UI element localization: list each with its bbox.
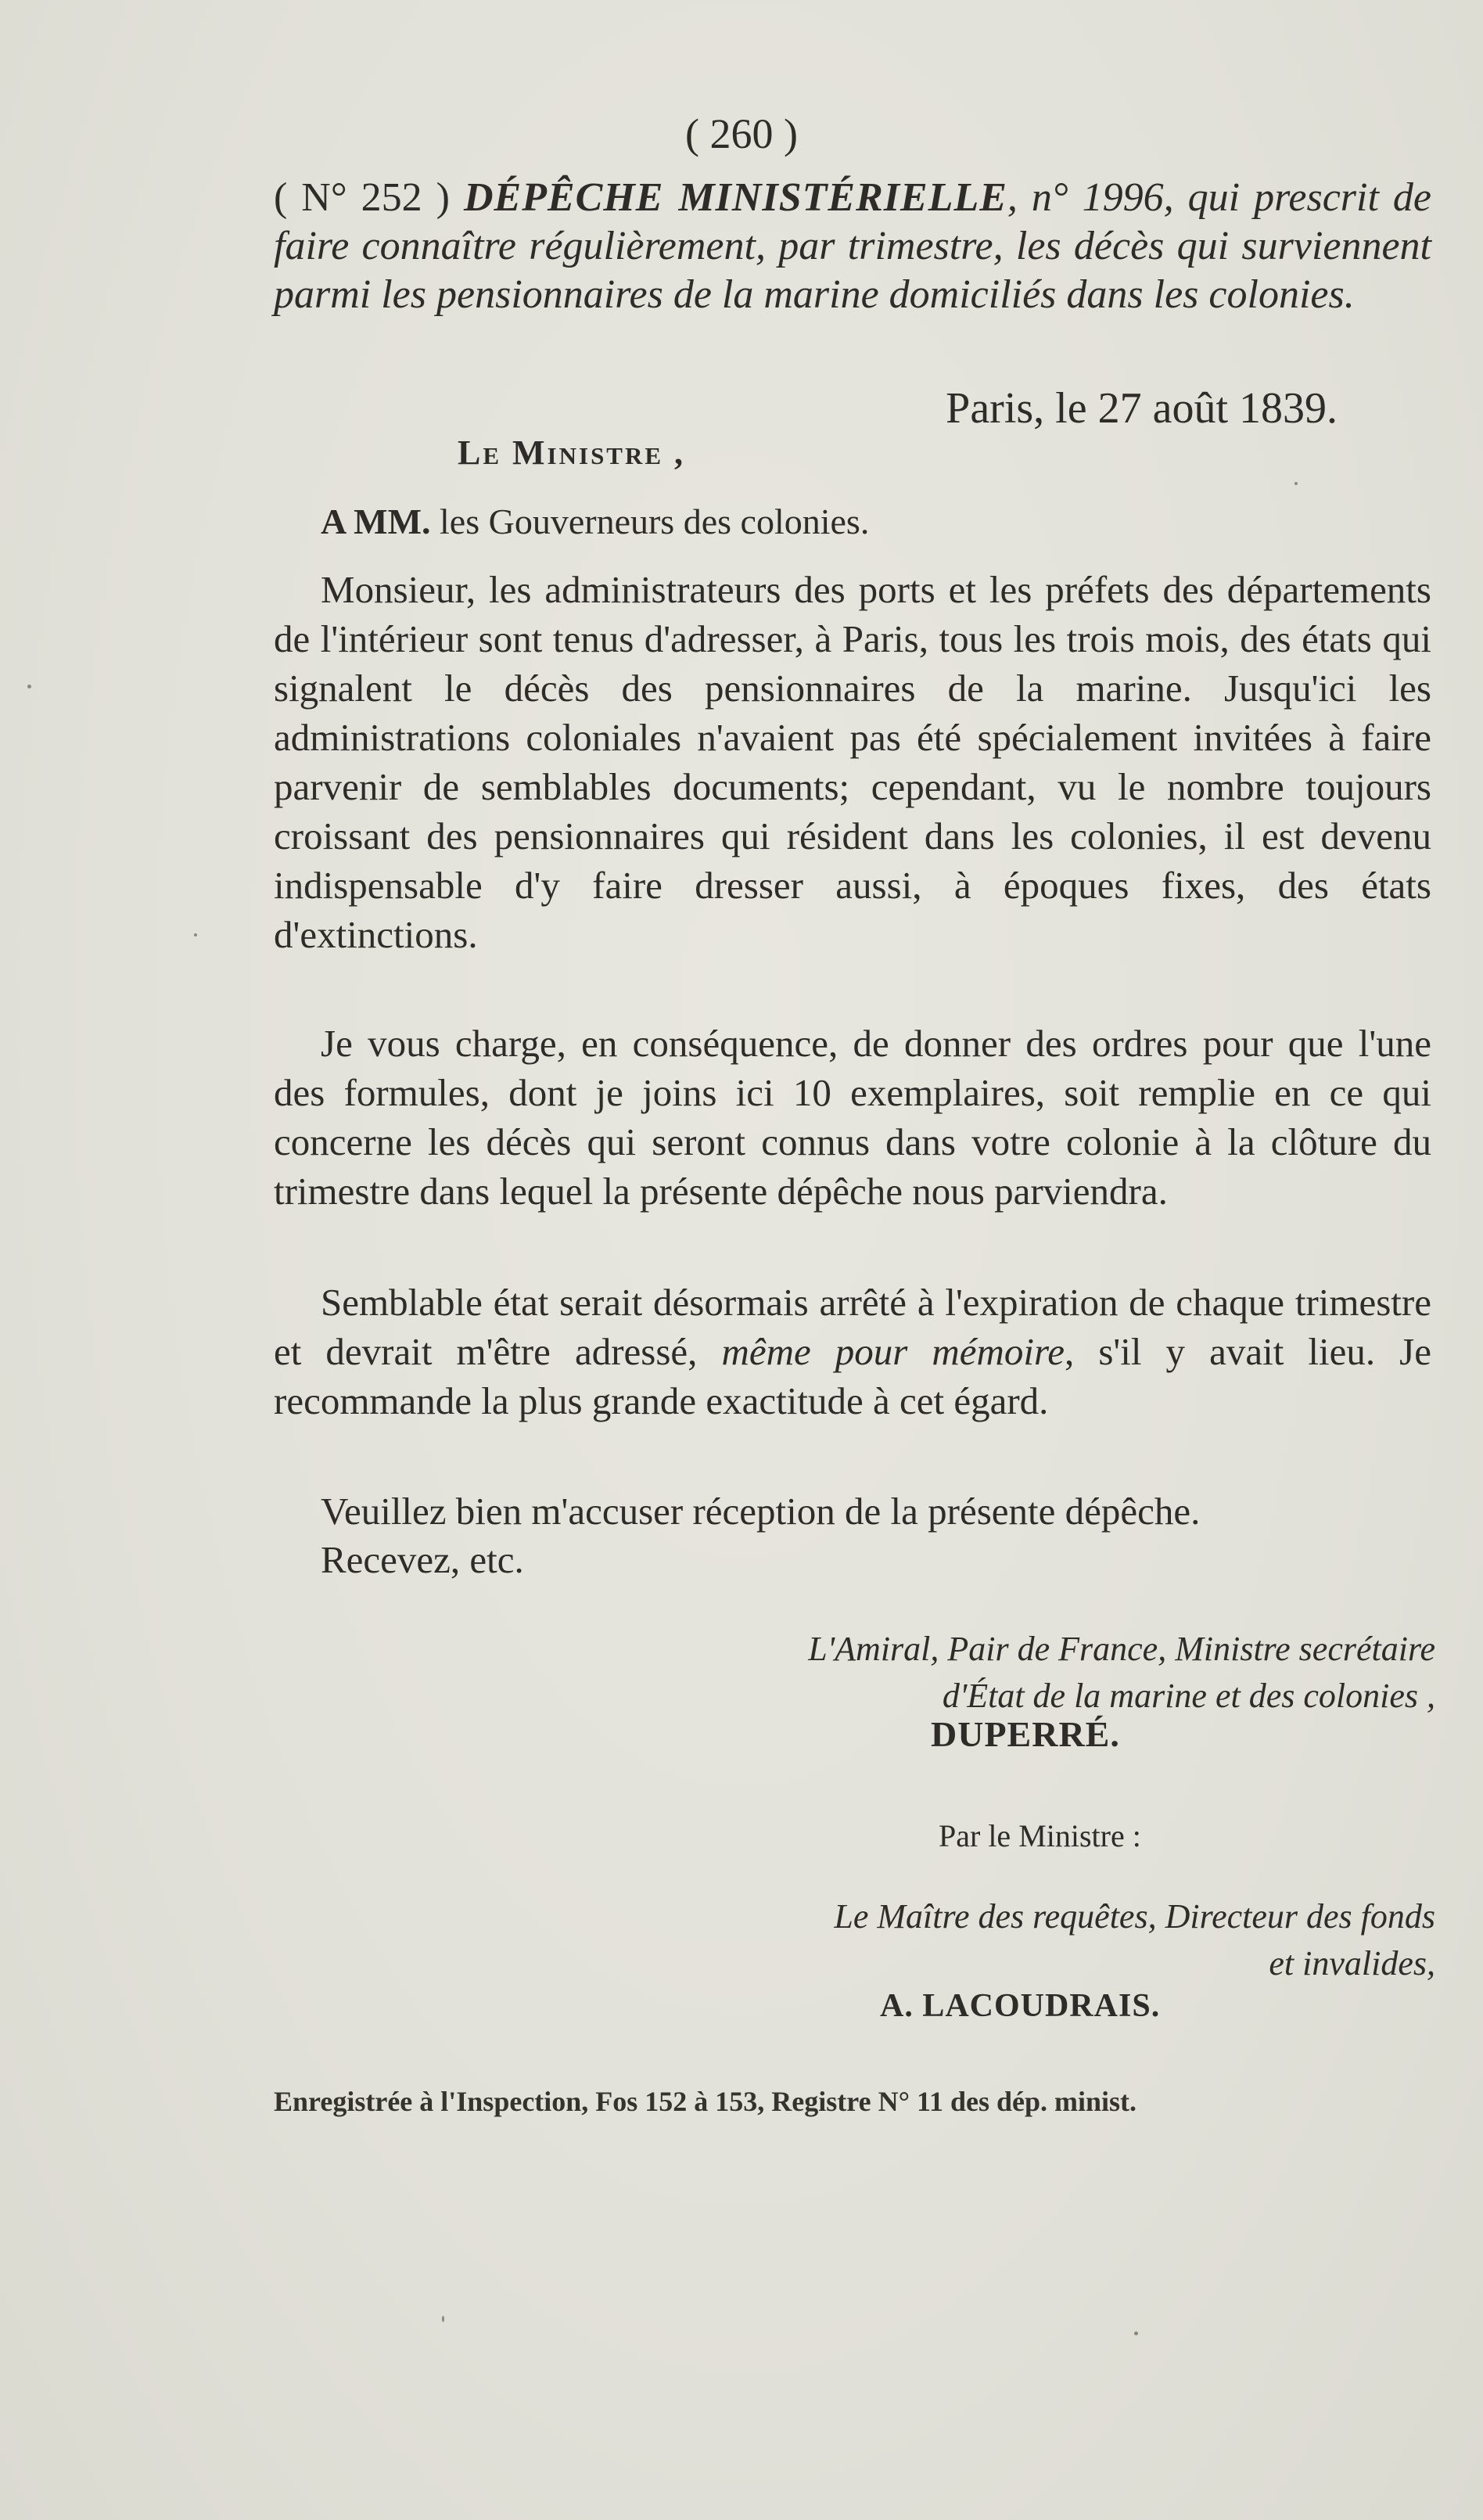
paper-speck: [1294, 482, 1298, 485]
paper-speck: [27, 685, 31, 688]
sender-line: Le Ministre ,: [458, 433, 686, 472]
paragraph-3-start: Semblable état serait désormais arrêté à l'expiration de chaque trimestre et devrait m'être adressé,: [274, 1281, 1431, 1373]
paper-speck: [442, 2316, 444, 2322]
closing-formula: Recevez, etc.: [321, 1538, 524, 1581]
dispatch-number: ( N° 252 ): [274, 175, 450, 220]
countersignatory-title-line-1: Le Maître des requêtes, Directeur des fonds: [834, 1897, 1435, 1936]
countersignatory-name: A. LACOUDRAIS.: [880, 1988, 1161, 2024]
addressee-prefix: A MM.: [321, 501, 431, 541]
countersignatory-title: [673, 1893, 1435, 1987]
paper-speck: [1134, 2331, 1138, 2335]
body-paragraph-4: Veuillez bien m'accuser réception de la présente dépêche.: [321, 1490, 1201, 1533]
dispatch-subject: , n° 1996, qui prescrit de faire connaître régulièrement, par trimestre, les décès qui surviennent parmi les pensionnaires de la marine domiciliés dans les colonies.: [274, 175, 1432, 317]
paragraph-3-end: , s'il y avait lieu. Je recommande la plus grande exactitude à cet égard.: [274, 1330, 1431, 1422]
addressee-recipients: les Gouverneurs des colonies.: [440, 501, 870, 541]
paragraph-3-emphasis: même pour mémoire: [721, 1330, 1065, 1373]
signatory-title: [579, 1626, 1435, 1720]
body-paragraph-3: [274, 1278, 1431, 1425]
signatory-title-line-2: d'État de la marine et des colonies ,: [942, 1677, 1435, 1715]
signatory-title-line-1: L'Amiral, Pair de France, Ministre secrétaire: [808, 1630, 1435, 1668]
paper-speck: [194, 933, 197, 936]
body-paragraph-2: Je vous charge, en conséquence, de donner des ordres pour que l'une des formules, dont je joins ici 10 exemplaires, soit remplie en ce qui concerne les décès qui seront connus dans votre colonie à la clôture du trimestre dans lequel la présente dépêche nous parviendra.: [274, 1022, 1431, 1213]
body-paragraph-1: Monsieur, les administrateurs des ports et les préfets des départements de l'intérieur sont tenus d'adresser, à Paris, tous les trois mois, des états qui signalent le décès des pensionnaires de la marine. Jusqu'ici les administrations coloniales n'avaient pas été spécialement invitées à faire parvenir de semblables documents; cependant, vu le nombre toujours croissant des pensionnaires qui résident dans les colonies, il est devenu indispensable d'y faire dresser aussi, à époques fixes, des états d'extinctions.: [274, 568, 1431, 956]
countersignatory-title-line-2: et invalides,: [1269, 1944, 1435, 1983]
date-line: Paris, le 27 août 1839.: [946, 384, 1338, 433]
registration-note: Enregistrée à l'Inspection, Fos 152 à 153, Registre N° 11 des dép. minist.: [274, 2086, 1137, 2117]
addressee-line: [321, 501, 869, 542]
countersign-intro: Par le Ministre :: [939, 1818, 1141, 1853]
signatory-name: DUPERRÉ.: [931, 1714, 1120, 1754]
dispatch-heading: [274, 174, 1431, 319]
page-number: ( 260 ): [685, 110, 798, 157]
dispatch-title: DÉPÊCHE MINISTÉRIELLE: [463, 175, 1007, 220]
